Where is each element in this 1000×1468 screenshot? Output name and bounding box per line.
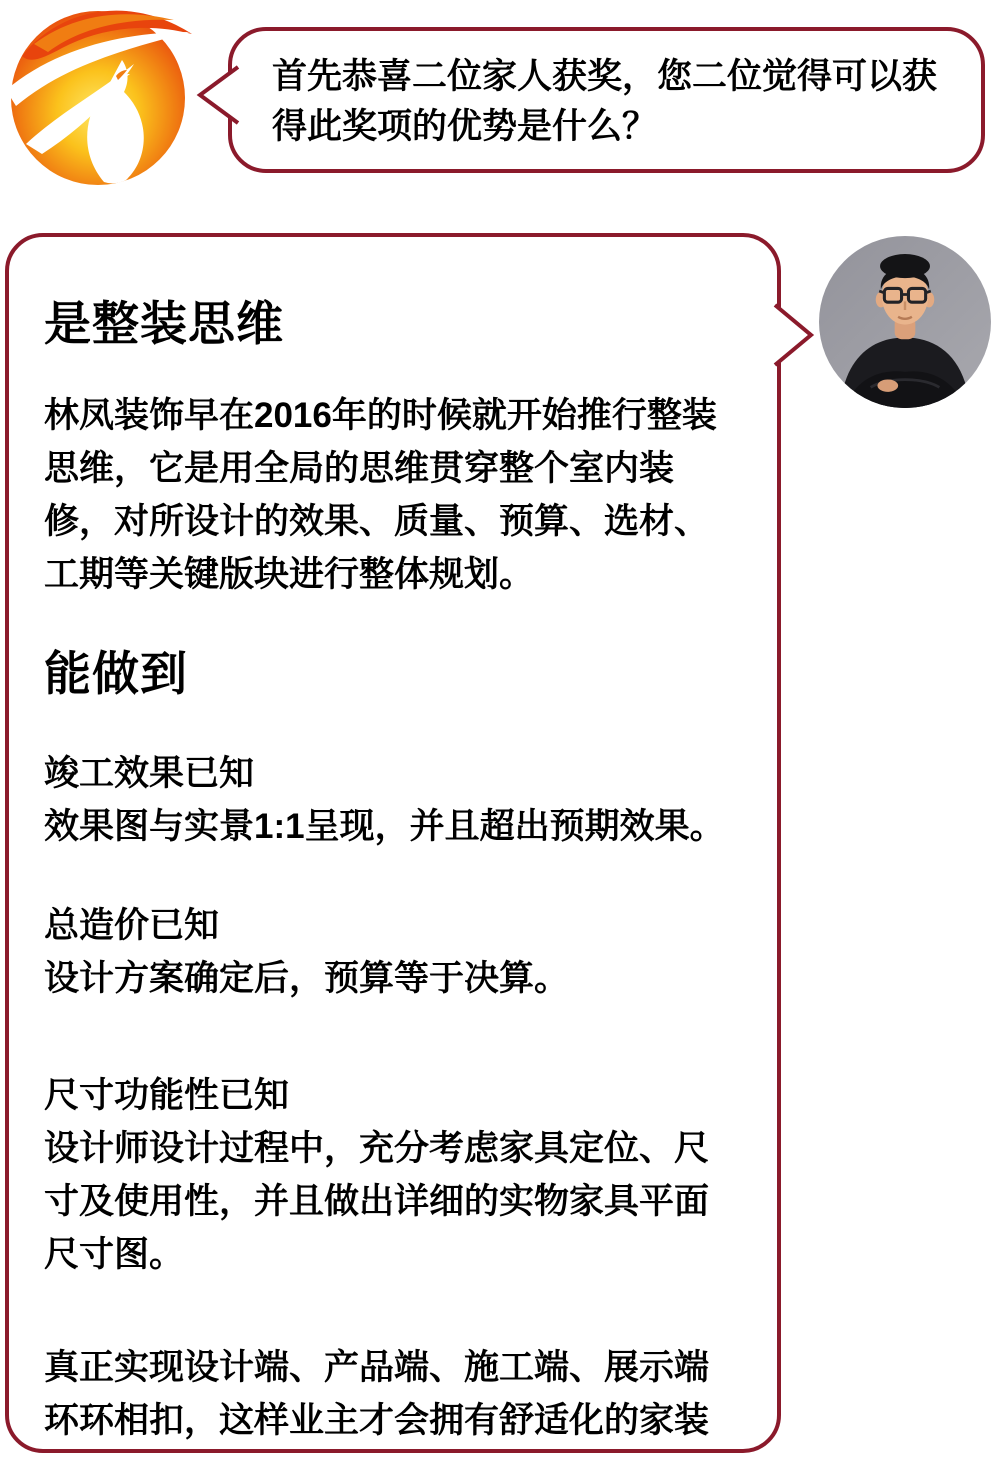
capability-item: [44, 1069, 731, 1281]
answer-heading-capability: 能做到: [44, 647, 188, 701]
answer-closing-paragraph: 真正实现设计端、产品端、施工端、展示端环环相扣，这样业主才会拥有舒适化的家装: [44, 1348, 710, 1441]
capability-item-body: 效果图与实景1:1呈现，并且超出预期效果。: [44, 807, 725, 847]
capability-item-body: 设计师设计过程中，充分考虑家具定位、尺寸及使用性，并且做出详细的实物家具平面尺寸图。: [44, 1129, 710, 1275]
question-text: 首先恭喜二位家人获奖，您二位觉得可以获得此奖项的优势是什么？: [272, 57, 938, 146]
capability-item-body: 设计方案确定后，预算等于决算。: [44, 959, 570, 999]
answer-bubble: [5, 233, 781, 1453]
interviewee-avatar: [819, 236, 991, 408]
answer-heading-mindset: 是整装思维: [44, 297, 284, 350]
capability-item-title: 尺寸功能性已知: [44, 1076, 290, 1116]
phoenix-logo-icon: [4, 2, 194, 186]
question-bubble: [228, 27, 985, 173]
capability-item: [44, 899, 731, 1005]
capability-item-title: 总造价已知: [44, 906, 220, 946]
bubble-tail-left-icon: [192, 65, 240, 125]
answer-intro-paragraph: 林凤装饰早在2016年的时候就开始推行整装思维，它是用全局的思维贯穿整个室内装修，对所设计的效果、质量、预算、选材、工期等关键版块进行整体规划。: [44, 396, 717, 595]
answer-content: [9, 237, 777, 1447]
capability-item-title: 竣工效果已知: [44, 754, 255, 794]
capability-item: [44, 747, 731, 853]
bubble-tail-right-icon: [773, 303, 817, 367]
